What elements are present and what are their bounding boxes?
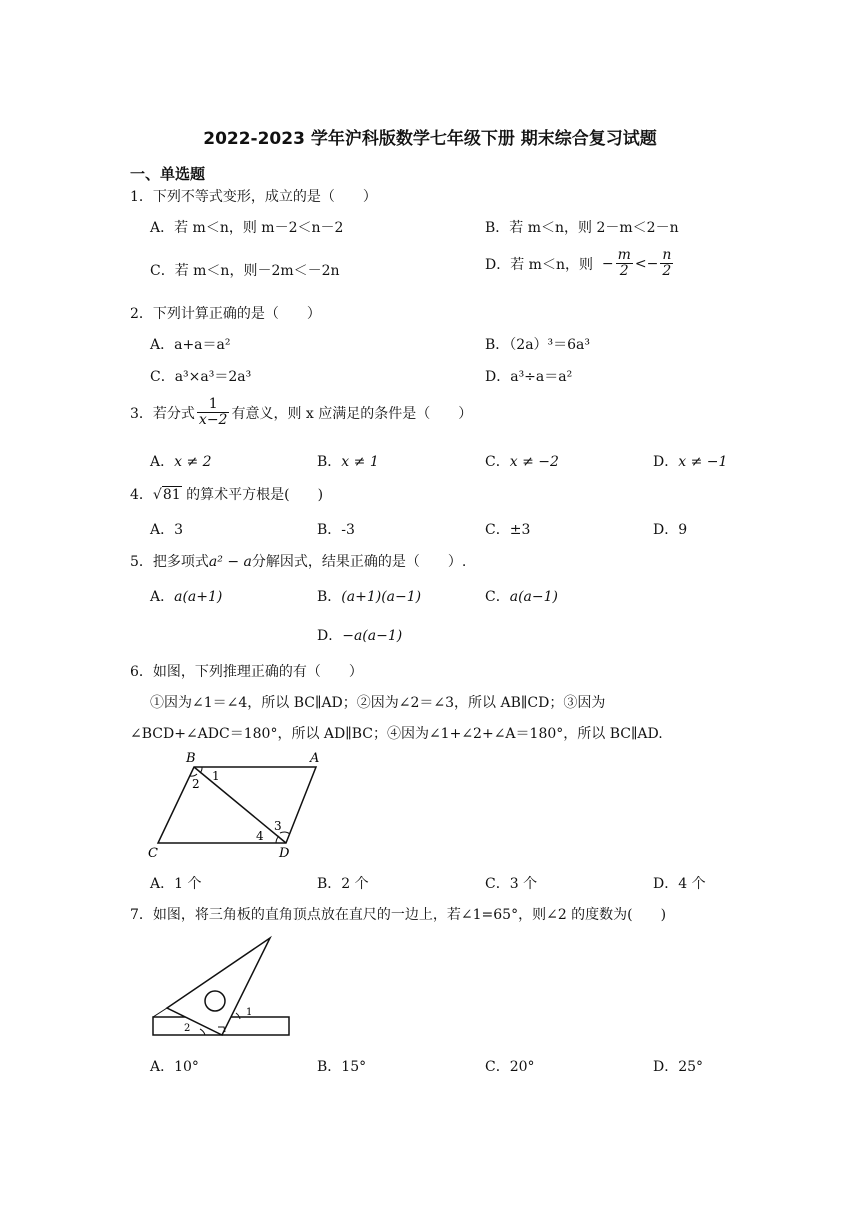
question-5-stem: 5．把多项式a² − a分解因式，结果正确的是（ ）.	[130, 554, 467, 570]
question-2-stem: 2．下列计算正确的是（ ）	[130, 306, 321, 322]
question-6-option-d: D．4 个	[653, 876, 706, 892]
sqrt-81: √81	[152, 487, 181, 503]
question-6-option-c: C．3 个	[485, 876, 538, 892]
question-3-option-b: B．x ≠ 1	[317, 454, 379, 470]
question-4-option-a: A．3	[150, 522, 184, 538]
fig-label-d: D	[279, 846, 290, 861]
fig-label-4: 4	[256, 829, 264, 843]
question-6-option-a: A．1 个	[150, 876, 202, 892]
fig7-label-1: 1	[246, 1007, 253, 1018]
question-3-option-d: D．x ≠ −1	[653, 454, 728, 470]
fig7-label-2: 2	[184, 1023, 191, 1034]
question-7-option-a: A．10°	[150, 1059, 199, 1075]
fig-label-c: C	[148, 846, 158, 861]
fraction-n-over-2: $\frac{n}{2}$	[662, 247, 672, 280]
fig-label-b: B	[186, 751, 196, 766]
question-4-option-d: D．9	[653, 522, 688, 538]
question-1-option-a: A．若 m＜n，则 m－2＜n－2	[150, 220, 344, 236]
fig-label-a: A	[310, 751, 320, 766]
parallelogram-figure	[140, 748, 340, 863]
fig-label-2: 2	[192, 777, 200, 791]
question-7-option-b: B．15°	[317, 1059, 367, 1075]
fig-label-1: 1	[212, 769, 220, 783]
question-1-option-c: C．若 m＜n，则－2m＜－2n	[150, 263, 340, 279]
question-1-option-d: D．若 m＜n，则 − $\frac{m}{2}$ <− $\frac{n}{2}$	[485, 247, 672, 280]
question-3-option-c: C．x ≠ −2	[485, 454, 559, 470]
question-7-option-c: C．20°	[485, 1059, 535, 1075]
question-3-stem	[130, 397, 472, 429]
ruler-triangle-figure	[150, 935, 295, 1040]
question-1-option-b: B．若 m＜n，则 2－m＜2－n	[485, 220, 679, 236]
question-7-option-d: D．25°	[653, 1059, 704, 1075]
fraction-1-over-x-minus-2: $\frac{1}{x-2}$	[198, 396, 228, 429]
question-2-option-b: B．（2a）³＝6a³	[485, 337, 591, 353]
question-4-option-c: C．±3	[485, 522, 531, 538]
question-3-option-a: A．x ≠ 2	[150, 454, 212, 470]
question-1-option-d-text: D．若 m＜n，则	[485, 256, 593, 273]
page-title: 2022-2023 学年沪科版数学七年级下册 期末综合复习试题	[203, 129, 657, 149]
question-3-stem-prefix: 3．若分式	[130, 405, 195, 422]
question-5-option-c: C．a(a−1)	[485, 589, 558, 605]
question-3-stem-suffix: 有意义，则 x 应满足的条件是（ ）	[231, 405, 473, 422]
fraction-m-over-2: $\frac{m}{2}$	[617, 247, 631, 280]
question-6-line-2: ∠BCD+∠ADC＝180°，所以 AD∥BC；④因为∠1+∠2+∠A＝180°，所以 BC∥AD.	[130, 726, 663, 742]
question-5-option-a: A．a(a+1)	[150, 589, 223, 605]
section-heading: 一、单选题	[130, 165, 206, 183]
question-4-option-b: B．-3	[317, 522, 355, 538]
question-5-option-b: B．(a+1)(a−1)	[317, 589, 422, 605]
question-7-stem: 7．如图，将三角板的直角顶点放在直尺的一边上，若∠1=65°，则∠2 的度数为( )	[130, 907, 667, 923]
question-4-stem: 4．√81 的算术平方根是( )	[130, 487, 324, 503]
question-5-option-d: D．−a(a−1)	[317, 628, 403, 644]
question-6-line-1: ①因为∠1＝∠4，所以 BC∥AD；②因为∠2＝∠3，所以 AB∥CD；③因为	[150, 695, 606, 711]
question-6-stem: 6．如图，下列推理正确的有（ ）	[130, 664, 363, 680]
question-1-stem: 1．下列不等式变形，成立的是（ ）	[130, 189, 377, 205]
question-2-option-a: A．a+a＝a²	[150, 337, 231, 353]
fig-label-3: 3	[274, 819, 282, 833]
question-2-option-d: D．a³÷a＝a²	[485, 369, 573, 385]
question-2-option-c: C．a³×a³＝2a³	[150, 369, 252, 385]
question-6-option-b: B．2 个	[317, 876, 369, 892]
